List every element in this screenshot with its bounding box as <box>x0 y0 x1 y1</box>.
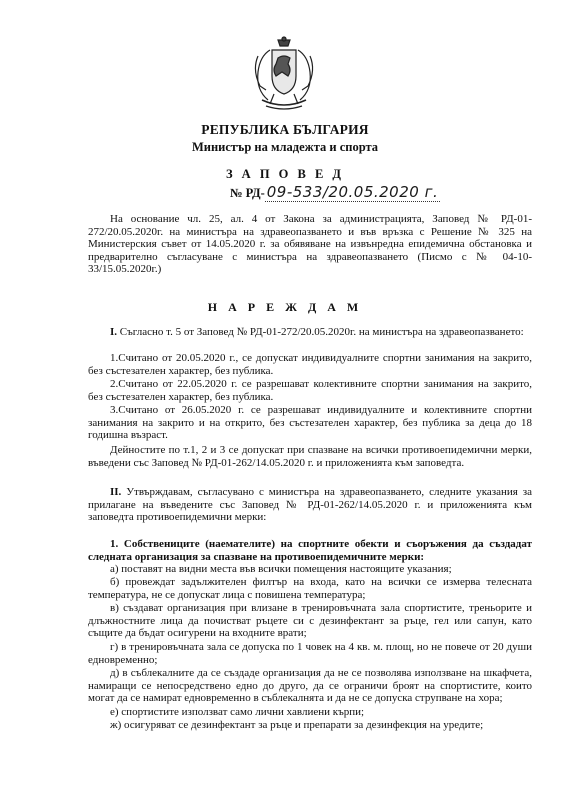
point-letter-text: а) поставят на видни места във всички помещения настоящите указания; <box>110 563 452 575</box>
country-heading: РЕПУБЛИКА БЪЛГАРИЯ <box>201 122 369 137</box>
point-letter-item <box>88 602 532 640</box>
minister-heading: Министър на младежта и спорта <box>191 140 379 154</box>
point-letter-item <box>88 667 532 705</box>
section-1-item <box>88 404 532 442</box>
point-letter-text: д) в съблекалните да се създаде организация да не се позволява използване на шкафчета, намиращи се непосредствено едно до друго, да се ограничи броят на спортистите, които могат да се намират едновременно в съблекалнята и да не се допуска струпване на хора; <box>88 667 532 705</box>
point-letter-text: е) спортистите използват само лични хавлиени кърпи; <box>110 706 365 718</box>
point-letter-item <box>88 641 532 666</box>
section-1-item-text: Дейностите по т.1, 2 и 3 се допускат при спазване на всички противоепидемични мерки, въведени със Заповед № РД-01-262/14.05.2020 г. и приложенията към заповедта. <box>88 444 532 469</box>
point-1-title-text: 1. Собствениците (наемателите) на спортните обекти и съоръжения да създадат следната организация за спазване на противоепидемичните мерки: <box>88 538 532 563</box>
point-letter-text: ж) осигуряват се дезинфектант за ръце и препарати за дезинфекция на уредите; <box>110 719 484 731</box>
point-letter-text: в) създават организация при влизане в тренировъчната зала спортистите, треньорите и длъжностните лица да почистват ръцете си с дезинфектант за ръце, гел или сапун, като същите да бъдат осигурени на входните врати; <box>88 602 532 640</box>
section-1-item <box>88 378 532 403</box>
preamble-paragraph <box>88 213 532 276</box>
section-1-intro-text: Съгласно т. 5 от Заповед № РД-01-272/20.05.2020г. на министъра на здравеопазването: <box>119 326 524 338</box>
section-2-number: II. <box>110 486 122 498</box>
order-number <box>230 183 440 201</box>
section-1-item <box>88 352 532 377</box>
point-letter-item <box>88 706 532 719</box>
point-letter-text: б) провеждат задължителен филтър на входа, като на всички се измерва телесната температура, не се допускат лица с повишена температура; <box>88 576 532 601</box>
order-number-prefix: № РД- <box>230 186 265 200</box>
preamble-text: На основание чл. 25, ал. 4 от Закона за администрацията, Заповед № РД-01-272/20.05.2020г. на министъра на здравеопазването и във връзка с Решение № 325 на Министерския съвет от 14.05.2020 г. за обявяване на извънредна епидемична обстановка и предварително съгласуване с министъра на здравеопазването (Писмо с № 04-10-33/15.05.2020г.) <box>88 213 532 276</box>
section-2-intro <box>88 486 532 524</box>
section-2-intro-text: Утвърждавам, съгласувано с министъра на здравеопазването, следните указания за прилагане на въведените със Заповед № РД-01-262/14.05.2020 г. и приложенията към заповедта противоепидемични мерки: <box>88 486 532 524</box>
point-1-title <box>88 538 532 563</box>
section-1-item-text: 3.Считано от 26.05.2020 г. се разрешават индивидуалните и колективните спортни занимания на закрито и на открито, без състезателен характер, без публика за деца до 18 годишна възраст. <box>88 404 532 442</box>
point-letter-item <box>88 563 532 576</box>
order-number-handwritten: 09-533/20.05.2020 г. <box>266 183 439 201</box>
order-title: З А П О В Е Д <box>225 167 345 181</box>
section-1-intro <box>88 326 532 339</box>
point-letter-text: г) в тренировъчната зала се допуска по 1 човек на 4 кв. м. площ, но не повече от 20 души едновременно; <box>88 641 532 666</box>
section-1-item-text: 1.Считано от 20.05.2020 г., се допускат индивидуалните спортни занимания на закрито, без състезателен характер, без публика. <box>88 352 532 377</box>
point-letter-item <box>88 719 532 732</box>
section-1-item-text: 2.Считано от 22.05.2020 г. се разрешават колективните спортни занимания на закрито, без състезателен характер, без публика. <box>88 378 532 403</box>
naredzhdam-heading: Н А Р Е Ж Д А М <box>207 300 363 314</box>
coat-of-arms-icon <box>248 36 320 116</box>
point-letter-item <box>88 576 532 601</box>
section-1-number: I. <box>110 326 118 338</box>
section-1-item <box>88 444 532 469</box>
